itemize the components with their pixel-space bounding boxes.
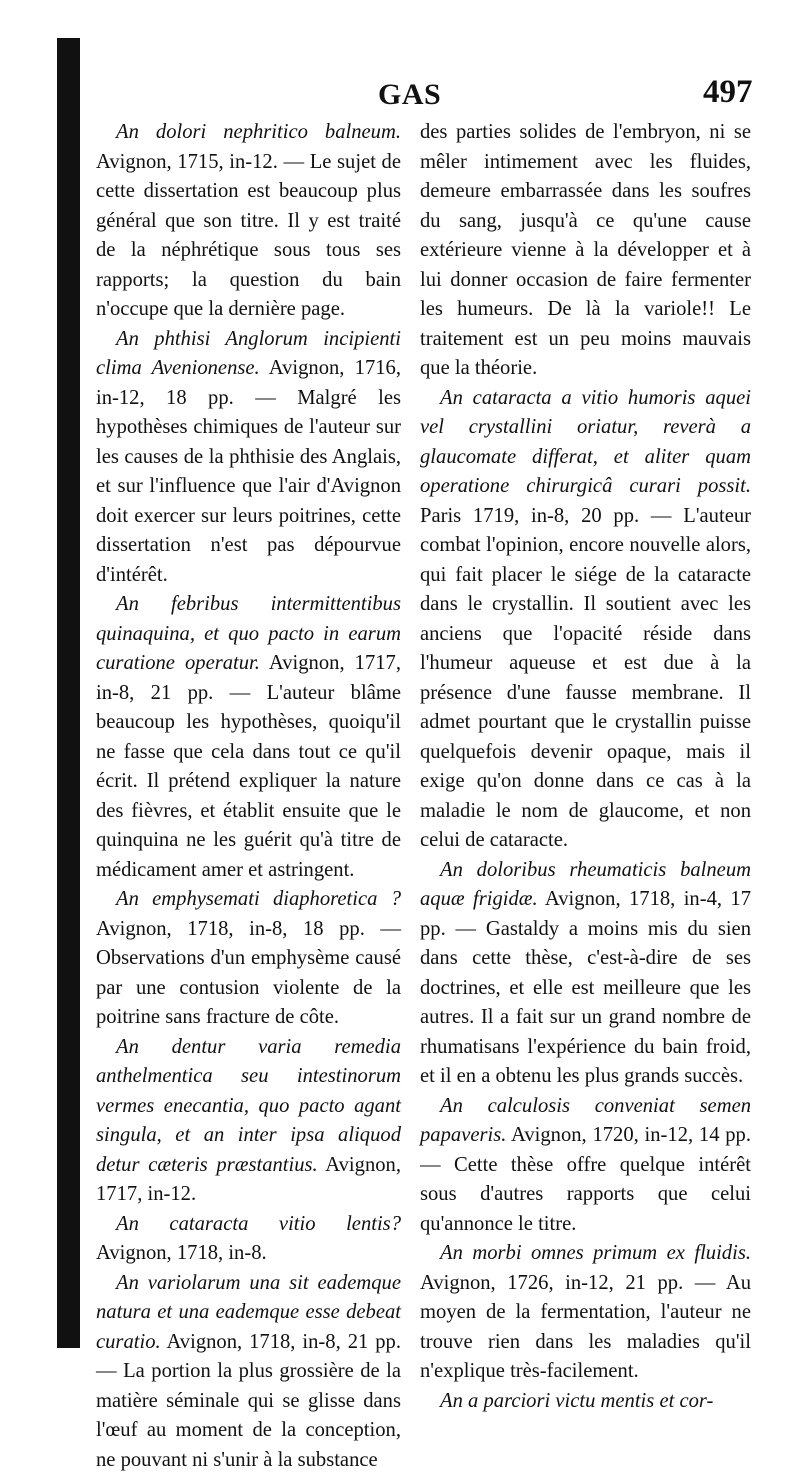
page-number: 497 xyxy=(703,74,753,111)
entry-title: An cataracta vitio lentis? xyxy=(116,1213,401,1235)
right-column xyxy=(420,118,751,1416)
entry-text: Avignon, 1717, in-8, 21 pp. — L'auteur blâme beaucoup les hypothèses, quoiqu'il ne fasse que cela dans tout ce qu'il écrit. Il prétend expliquer la nature des fièvres, et établit ensuite que le quinquina ne les guérit qu'à titre de médicament amer et astringent. xyxy=(96,652,401,881)
continued-paragraph xyxy=(420,118,751,384)
entry-title: An calculosis conveniat semen papaveris. xyxy=(420,1095,751,1147)
running-title: GAS xyxy=(378,78,441,112)
entry-paragraph xyxy=(96,590,401,885)
entry-title: An a parciori victu mentis et cor- xyxy=(440,1390,713,1412)
entry-paragraph xyxy=(96,118,401,325)
entry-text: Avignon, 1715, in-12. — Le sujet de cette dissertation est beaucoup plus général que son titre. Il y est traité de la néphrétique sous tous ses rapports; la question du bain n'occupe que la dernière page. xyxy=(96,151,401,321)
entry-paragraph xyxy=(420,1092,751,1240)
entry-title: An cataracta a vitio humoris aquei vel crystallini oriatur, reverà a glaucomate differat, et aliter quam operatione chirurgicâ curari possit. xyxy=(420,387,751,498)
entry-text: Avignon, 1717, in-12. xyxy=(96,1154,401,1206)
entry-text: Avignon, 1718, in-8, 18 pp. — Observations d'un emphysème causé par une contusion violente de la poitrine sans fracture de côte. xyxy=(96,918,401,1029)
entry-paragraph xyxy=(96,885,401,1033)
entry-paragraph xyxy=(96,325,401,591)
entry-text: Avignon, 1718, in-8. xyxy=(96,1242,267,1264)
entry-text: Avignon, 1716, in-12, 18 pp. — Malgré les hypothèses chimiques de l'auteur sur les causes de la phthisie des Anglais, et sur l'influence que l'air d'Avignon doit exercer sur leurs poitrines, cette dissertation n'est pas dépourvue d'intérêt. xyxy=(96,357,401,586)
entry-title: An dolori nephritico balneum. xyxy=(116,121,401,143)
entry-text: Avignon, 1718, in-4, 17 pp. — Gastaldy a moins mis du sien dans cette thèse, c'est-à-dire de ses doctrines, et elle est meilleure que les autres. Il a fait sur un grand nombre de rhumatisans l'expérience du bain froid, et il en a obtenu les plus grands succès. xyxy=(420,888,751,1087)
entry-paragraph xyxy=(420,1239,751,1387)
left-column xyxy=(96,118,401,1475)
entry-text: Avignon, 1718, in-8, 21 pp. — La portion la plus grossière de la matière séminale qui se glisse dans l'œuf au moment de la conception, ne pouvant ni s'unir à la substance xyxy=(96,1331,401,1471)
entry-paragraph xyxy=(420,1387,751,1417)
entry-paragraph xyxy=(420,856,751,1092)
entry-paragraph xyxy=(96,1269,401,1475)
entry-title: An doloribus rheumaticis balneum aquæ frigidæ. xyxy=(420,859,751,911)
entry-text: Paris 1719, in-8, 20 pp. — L'auteur combat l'opinion, encore nouvelle alors, qui fait placer le siége de la cataracte dans le crystallin. Il soutient avec les anciens que l'opacité réside dans l'humeur aqueuse et est due à la présence d'une fausse membrane. Il admet pourtant que le crystallin puisse quelquefois devenir opaque, mais il exige qu'on donne dans ce cas à la maladie le nom de glaucome, et non celui de cataracte. xyxy=(420,505,751,852)
entry-paragraph xyxy=(96,1033,401,1210)
entry-title: An variolarum una sit eademque natura et una eademque esse debeat curatio. xyxy=(96,1272,401,1353)
entry-title: An dentur varia remedia anthelmentica seu intestinorum vermes enecantia, quo pacto agant singula, et an inter ipsa aliquod detur cæteris præstantius. xyxy=(96,1036,401,1176)
entry-text: Avignon, 1726, in-12, 21 pp. — Au moyen de la fermentation, l'auteur ne trouve rien dans les maladies qu'il n'explique très-facilement. xyxy=(420,1272,751,1383)
entry-text: des parties solides de l'embryon, ni se mêler intimement avec les fluides, demeure embarrassée dans les soufres du sang, jusqu'à ce qu'une cause extérieure vienne à la développer et à lui donner occasion de faire fermenter les humeurs. De là la variole!! Le traitement est un peu moins mauvais que la théorie. xyxy=(420,121,751,379)
entry-title: An phthisi Anglorum incipienti clima Avenionense. xyxy=(96,328,401,380)
entry-paragraph xyxy=(96,1210,401,1269)
entry-title: An febribus intermittentibus quinaquina, et quo pacto in earum curatione operatur. xyxy=(96,593,401,674)
binding-gutter xyxy=(57,38,80,1348)
entry-title: An morbi omnes primum ex fluidis. xyxy=(440,1242,751,1264)
entry-title: An emphysemati diaphoretica ? xyxy=(116,888,401,910)
entry-text: Avignon, 1720, in-12, 14 pp. — Cette thèse offre quelque intérêt sous d'autres rapports que celui qu'annonce le titre. xyxy=(420,1124,751,1235)
entry-paragraph xyxy=(420,384,751,856)
